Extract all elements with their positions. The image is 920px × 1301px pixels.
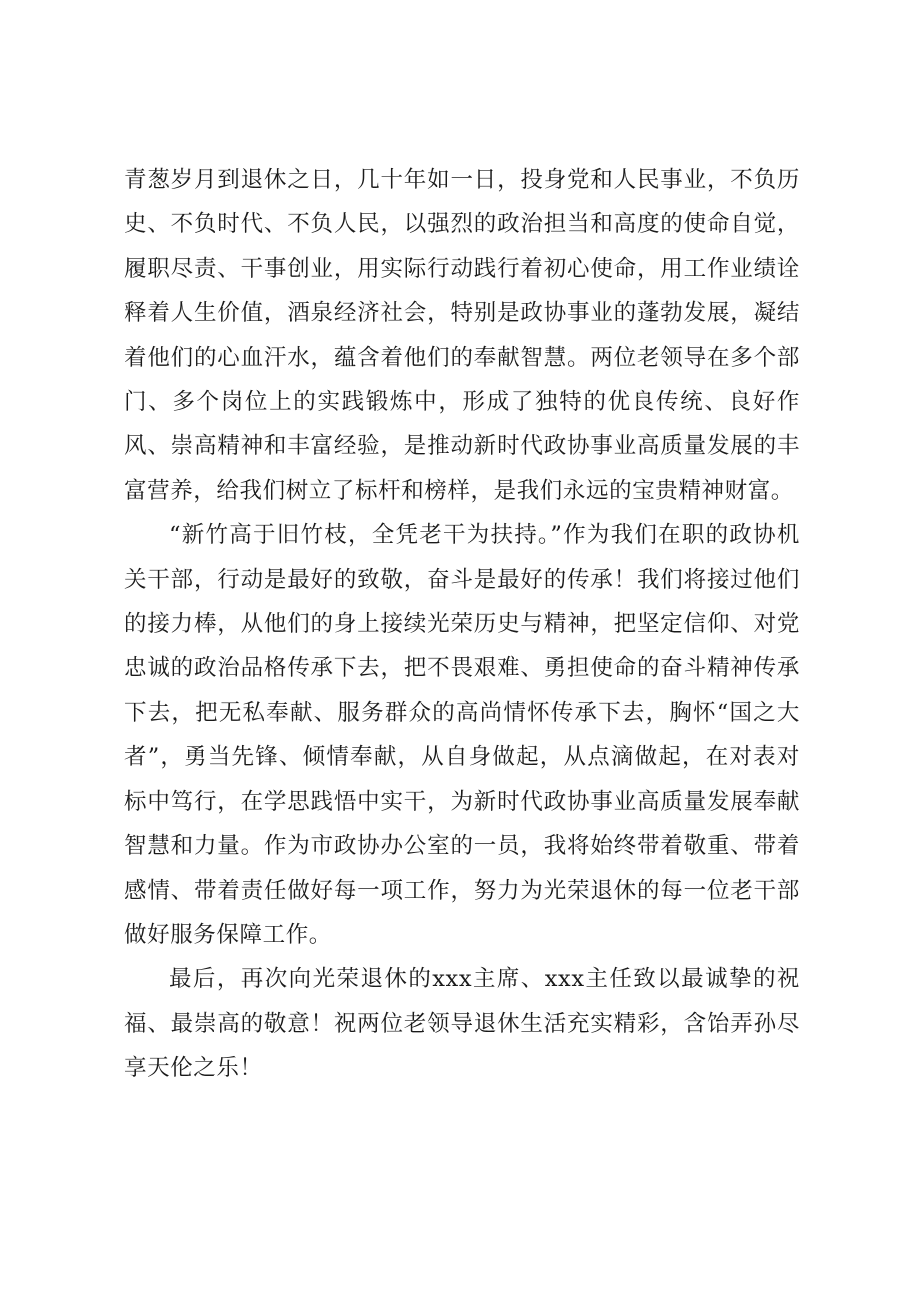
document-body	[124, 158, 800, 1091]
paragraph-closing-wishes: 最后，再次向光荣退休的xxx主席、xxx主任致以最诚挚的祝福、最崇高的敬意！祝两位老领导退休生活充实精彩，含饴弄孙尽享天伦之乐！	[124, 966, 800, 1082]
paragraph-succession: “新竹高于旧竹枝，全凭老干为扶持。”作为我们在职的政协机关干部，行动是最好的致敬，奋斗是最好的传承！我们将接过他们的接力棒，从他们的身上接续光荣历史与精神，把坚定信仰、对党忠诚的政治品格传承下去，把不畏艰难、勇担使命的奋斗精神传承下去，把无私奉献、服务群众的高尚情怀传承下去，胸怀“国之大者”，勇当先锋、倾情奉献，从自身做起，从点滴做起，在对表对标中笃行，在学思践悟中实干，为新时代政协事业高质量发展奉献智慧和力量。作为市政协办公室的一员，我将始终带着敬重、带着感情、带着责任做好每一项工作，努力为光荣退休的每一位老干部做好服务保障工作。	[124, 522, 800, 948]
paragraph-continuation: 青葱岁月到退休之日，几十年如一日，投身党和人民事业，不负历史、不负时代、不负人民，以强烈的政治担当和高度的使命自觉，履职尽责、干事创业，用实际行动践行着初心使命，用工作业绩诠释着人生价值，酒泉经济社会，特别是政协事业的蓬勃发展，凝结着他们的心血汗水，蕴含着他们的奉献智慧。两位老领导在多个部门、多个岗位上的实践锻炼中，形成了独特的优良传统、良好作风、崇高精神和丰富经验，是推动新时代政协事业高质量发展的丰富营养，给我们树立了标杆和榜样，是我们永远的宝贵精神财富。	[124, 167, 800, 504]
